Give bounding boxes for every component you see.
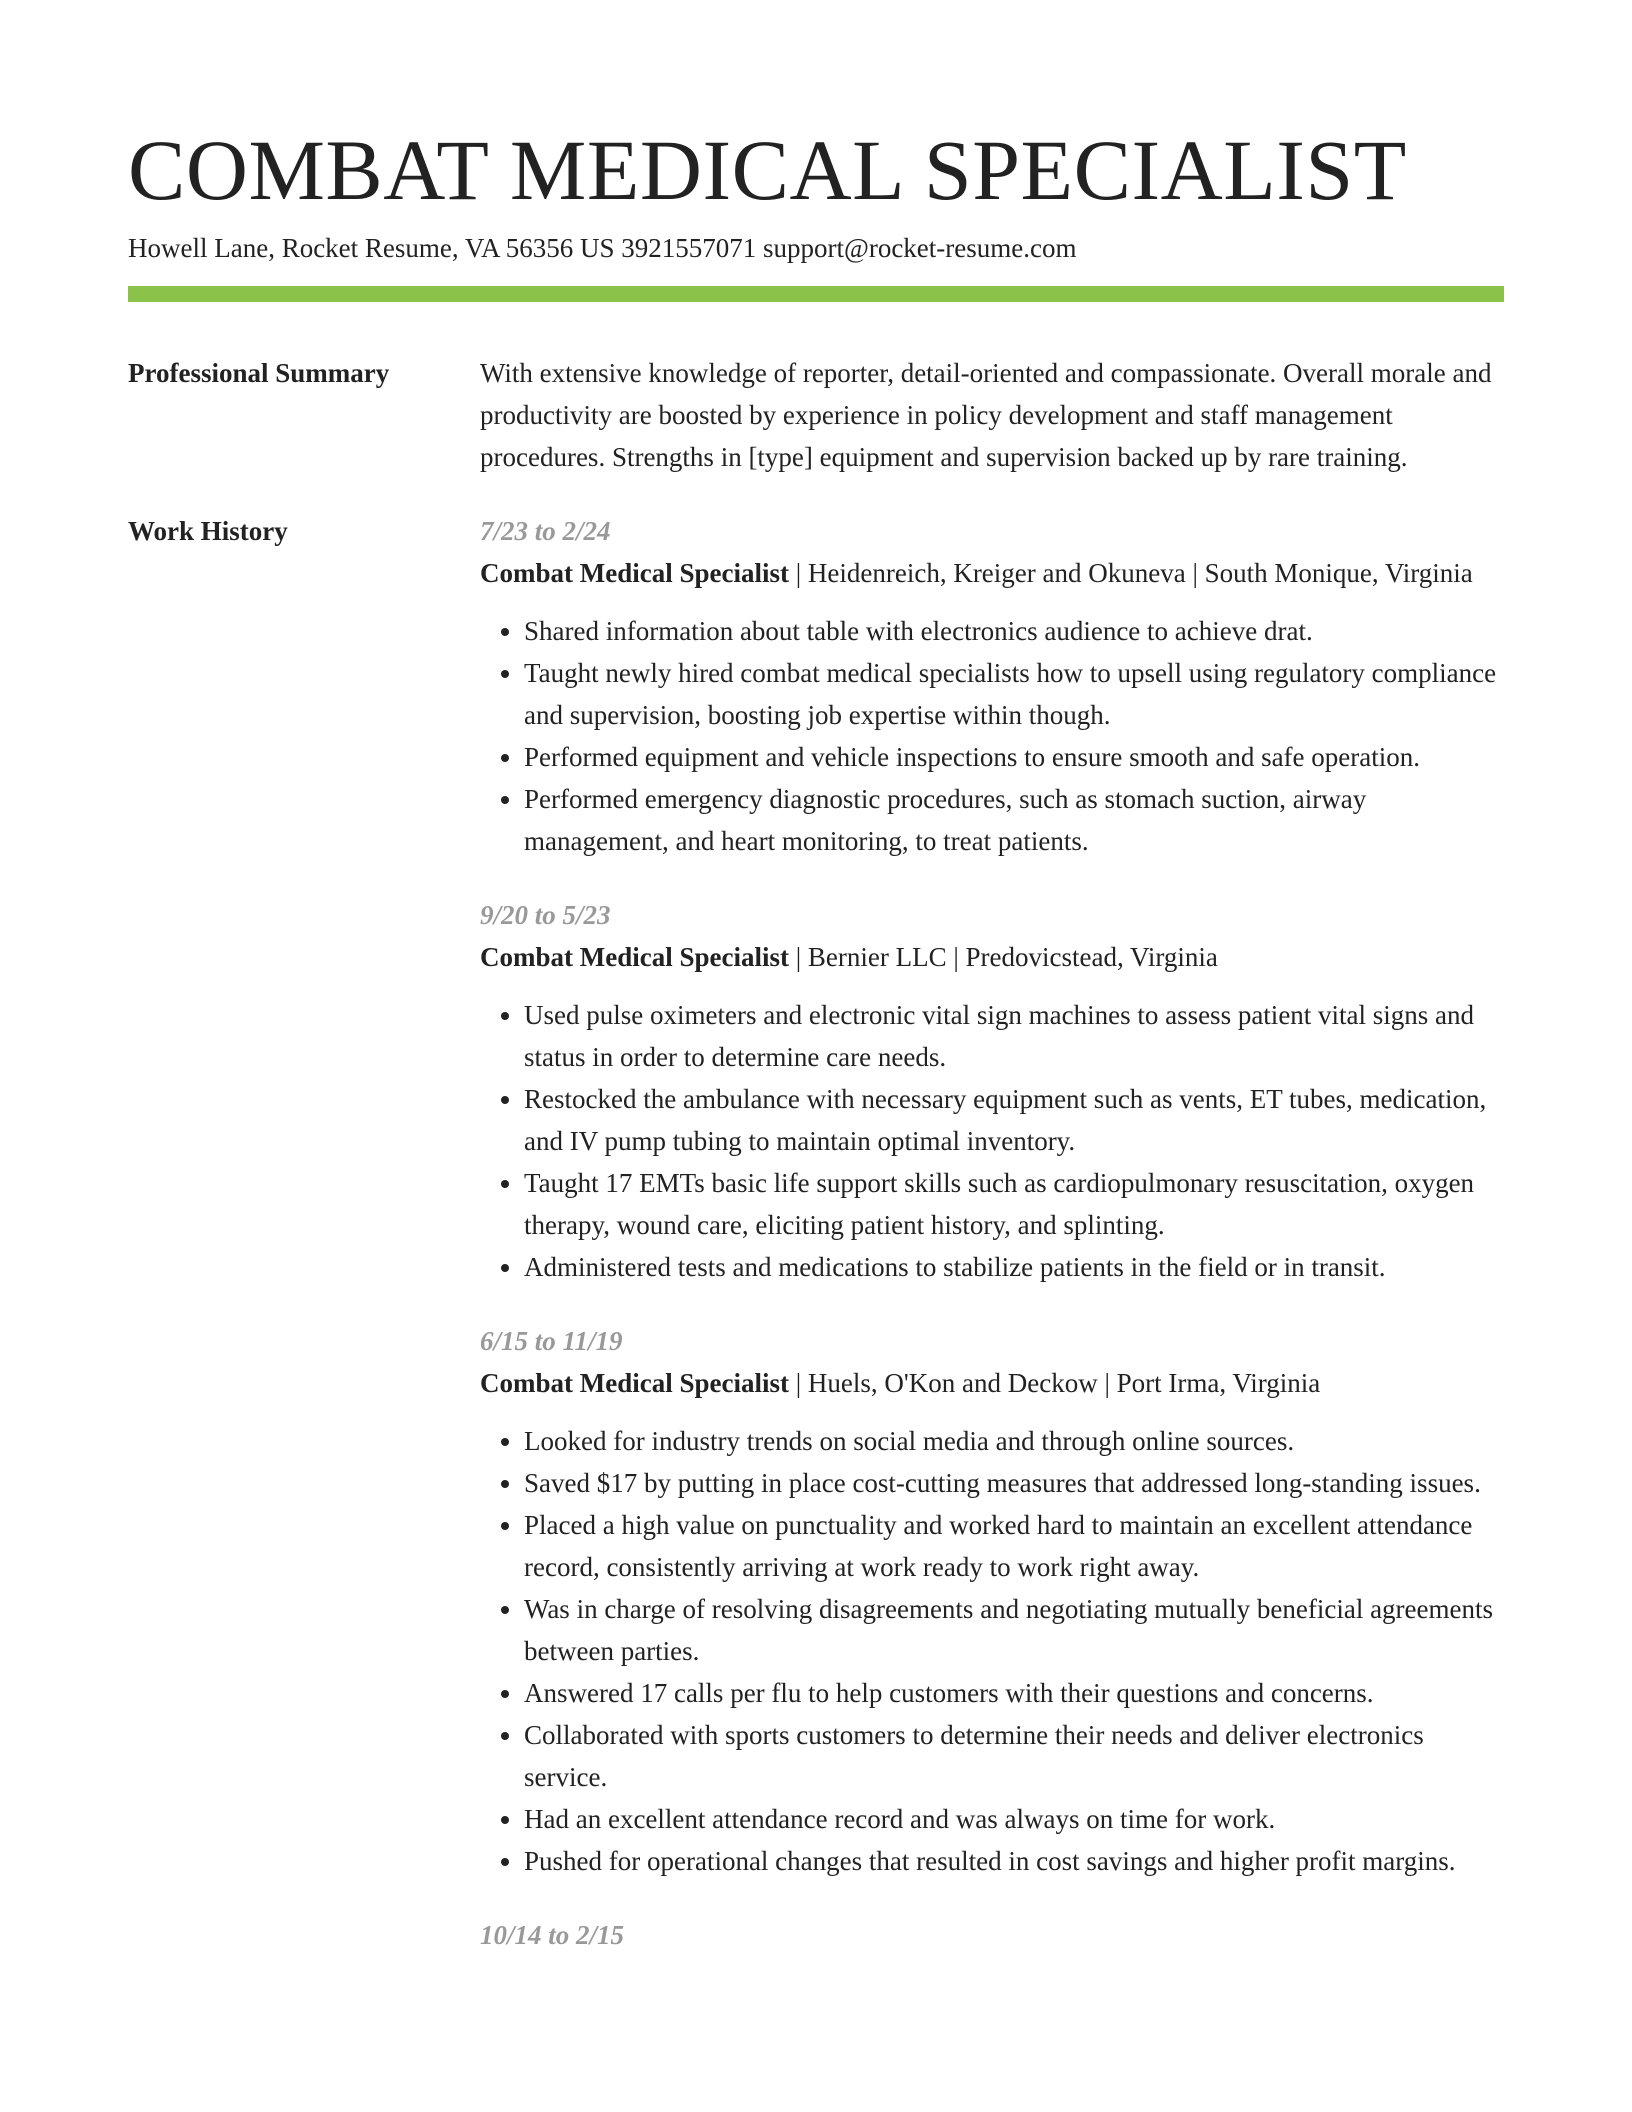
job-dates: 7/23 to 2/24 [480,516,611,546]
section-label-work-history: Work History [128,516,288,546]
professional-summary-section [128,352,1504,478]
job-bullet: • Collaborated with sports customers to determine their needs and deliver electronics service. [524,1714,1504,1798]
separator: | [788,558,808,588]
job-title: Combat Medical Specialist [480,1368,789,1398]
job-bullet: • Performed equipment and vehicle inspections to ensure smooth and safe operation. [524,736,1504,778]
job-bullet: • Taught 17 EMTs basic life support skills such as cardiopulmonary resuscitation, oxygen therapy, wound care, eliciting patient history, and splinting. [524,1162,1504,1246]
job-bullet: • Used pulse oximeters and electronic vital sign machines to assess patient vital signs and status in order to determine care needs. [524,994,1504,1078]
job-entry [480,1914,1504,1956]
job-location: Port Irma, Virginia [1116,1368,1321,1398]
job-location: Predovicstead, Virginia [965,942,1218,972]
contact-info: Howell Lane, Rocket Resume, VA 56356 US 3921557071 support@rocket-resume.com [128,233,1077,263]
job-bullet-list [480,994,1504,1288]
job-dates: 10/14 to 2/15 [480,1920,625,1950]
work-history-body [480,510,1504,1988]
job-bullet: • Performed emergency diagnostic procedures, such as stomach suction, airway management, and heart monitoring, to treat patients. [524,778,1504,862]
job-dates: 9/20 to 5/23 [480,900,611,930]
job-bullet: • Taught newly hired combat medical specialists how to upsell using regulatory compliance and supervision, boosting job expertise within though. [524,652,1504,736]
job-bullet: • Placed a high value on punctuality and worked hard to maintain an excellent attendance record, consistently arriving at work ready to work right away. [524,1504,1504,1588]
job-dates: 6/15 to 11/19 [480,1326,623,1356]
work-history-section [128,510,1504,1988]
job-bullet-list [480,610,1504,862]
resume-title: COMBAT MEDICAL SPECIALIST [128,122,1407,218]
resume-page [128,120,1504,1988]
accent-divider [128,286,1504,302]
job-company: Huels, O'Kon and Deckow [807,1368,1098,1398]
job-title: Combat Medical Specialist [480,942,789,972]
job-bullet: • Administered tests and medications to stabilize patients in the field or in transit. [524,1246,1504,1288]
separator: | [1185,558,1205,588]
job-bullet: • Answered 17 calls per flu to help customers with their questions and concerns. [524,1672,1504,1714]
job-bullet: • Pushed for operational changes that resulted in cost savings and higher profit margins. [524,1840,1504,1882]
job-company: Heidenreich, Kreiger and Okuneva [807,558,1186,588]
section-label-summary: Professional Summary [128,358,390,388]
job-heading [480,552,1504,594]
job-entry [480,510,1504,862]
summary-text: With extensive knowledge of reporter, detail-oriented and compassionate. Overall morale and productivity are boosted by experience in policy development and staff management procedures. Strengths in [type] equipment and supervision backed up by rare training. [480,358,1492,472]
job-heading [480,936,1504,978]
summary-body [480,352,1504,478]
job-heading [480,1362,1504,1404]
job-bullet: • Was in charge of resolving disagreements and negotiating mutually beneficial agreements between parties. [524,1588,1504,1672]
job-company: Bernier LLC [807,942,947,972]
job-bullet: • Shared information about table with electronics audience to achieve drat. [524,610,1504,652]
job-bullet: • Saved $17 by putting in place cost-cutting measures that addressed long-standing issues. [524,1462,1504,1504]
separator: | [946,942,966,972]
job-entry [480,1320,1504,1882]
job-bullet: • Looked for industry trends on social media and through online sources. [524,1420,1504,1462]
job-entry [480,894,1504,1288]
separator: | [1097,1368,1117,1398]
separator: | [788,1368,808,1398]
job-location: South Monique, Virginia [1204,558,1473,588]
job-bullet: • Restocked the ambulance with necessary equipment such as vents, ET tubes, medication, and IV pump tubing to maintain optimal inventory. [524,1078,1504,1162]
job-bullet: • Had an excellent attendance record and was always on time for work. [524,1798,1504,1840]
job-bullet-list [480,1420,1504,1882]
job-title: Combat Medical Specialist [480,558,789,588]
separator: | [788,942,808,972]
